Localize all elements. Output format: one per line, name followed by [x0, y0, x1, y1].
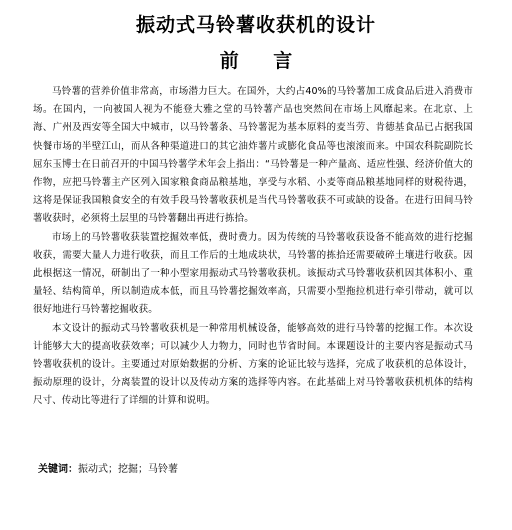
paragraph-2: 市场上的马铃薯收获装置挖掘效率低，费时费力。因为传统的马铃薯收获设备不能高效的进行挖掘收获，需要大量人力进行收获，而且工作后的土地成块状，马铃薯的拣拾还需要破碎土壤进行收获。因此根据这一情况，研制出了一种小型家用振动式马铃薯收获机。该振动式马铃薯收获机因其体积小、重量轻、结构简单，所以制造成本低，而且马铃薯挖掘效率高，只需要小型拖拉机进行牵引带动，就可以很好地进行马铃薯挖掘收获。: [33, 231, 473, 316]
paragraph-3: 本文设计的振动式马铃薯收获机是一种常用机械设备，能够高效的进行马铃薯的挖掘工作。本次设计能够大大的提高收获效率；可以减少人力物力，同时也节省时间。本课题设计的主要内容是振动式马铃薯收获机的设计。主要通过对原始数据的分析、方案的论证比较与选择，完成了收获机的总体设计，振动原理的设计，分离装置的设计以及传动方案的选择等内容。在此基础上对马铃薯收获机机体的结构尺寸、传动比等进行了详细的计算和说明。: [33, 322, 473, 407]
preface-heading: 前 言: [219, 50, 307, 72]
document-title: 振动式马铃薯收获机的设计: [135, 14, 376, 36]
paragraph-1: 马铃薯的营养价值非常高，市场潜力巨大。在国外，大约占40%的马铃薯加工成食品后进入消费市场。在国内，一向被国人视为不能登大雅之堂的马铃薯产品也突然间在市场上风靡起来。在北京、上海、广州及西安等全国大中城市，以马铃薯条、马铃薯泥为基本原料的麦当劳、肯德基食品已占据我国快餐市场的半壁江山，而从各种渠道进口的其它油炸薯片或膨化食品等也滚滚而来。中国农科院副院长屈东玉博士在日前召开的中国马铃薯学术年会上指出：“马铃薯是一种产量高、适应性强、经济价值大的作物，应把马铃薯主产区列入国家粮食商品粮基地，享受与水稻、小麦等商品粮基地同样的财税待遇，这将是保证我国粮食安全的有效手段马铃薯收获机是当代马铃薯收获不可或缺的设备。在进行田间马铃薯收获时，必须将土层里的马铃薯翻出再进行拣拾。: [33, 86, 473, 225]
preface-body: [33, 83, 473, 411]
keywords-label: 关键词：: [38, 464, 78, 475]
keywords-value: 振动式；挖掘；马铃薯: [78, 464, 178, 475]
keywords-line: [38, 461, 178, 479]
